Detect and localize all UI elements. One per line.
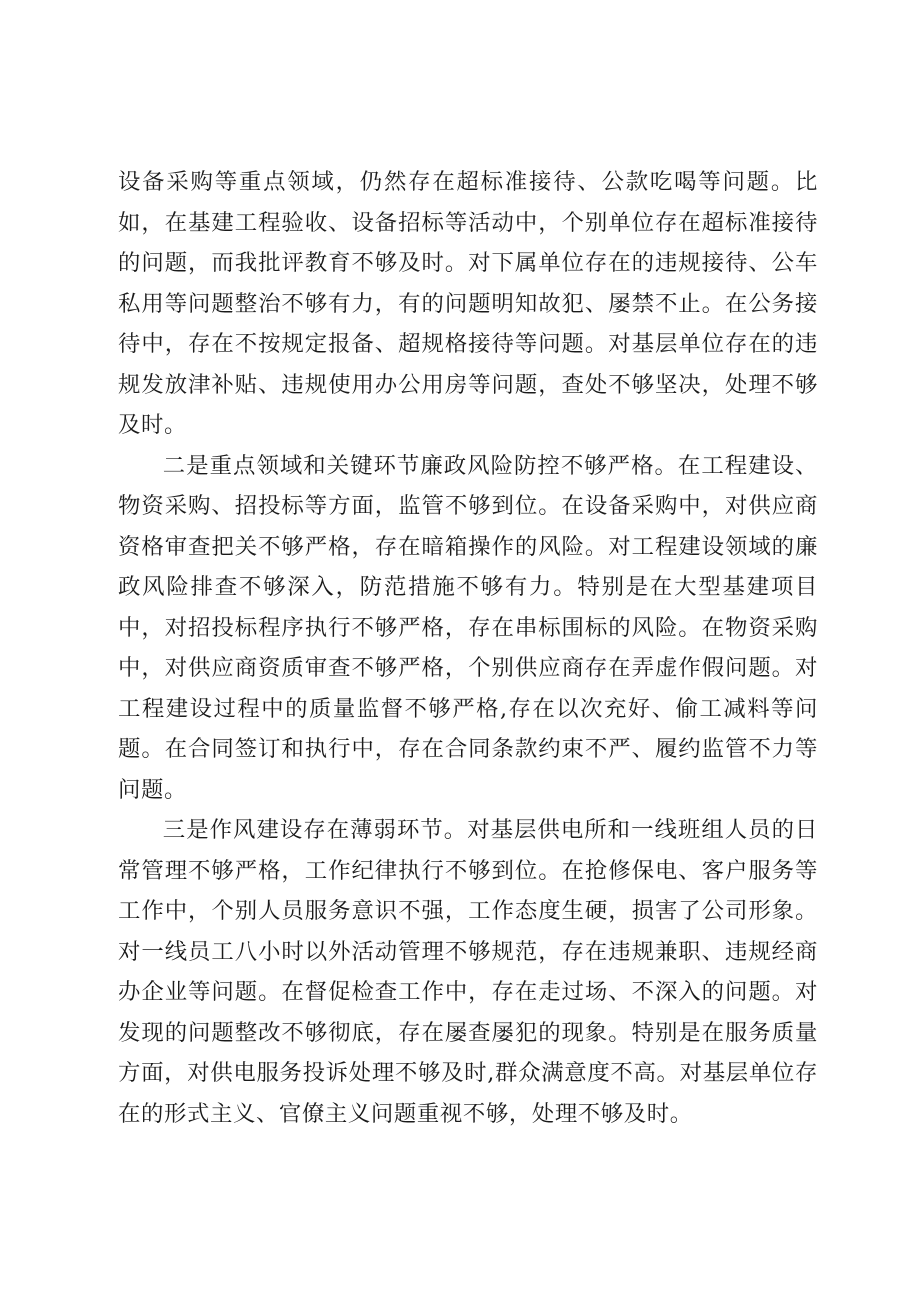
paragraph-continuation: 设备采购等重点领域，仍然存在超标准接待、公款吃喝等问题。比如，在基建工程验收、设备招标等活动中，个别单位存在超标准接待的问题，而我批评教育不够及时。对下属单位存在的违规接待、公车私用等问题整治不够有力，有的问题明知故犯、屡禁不止。在公务接待中，存在不按规定报备、超规格接待等问题。对基层单位存在的违规发放津补贴、违规使用办公用房等问题，查处不够坚决，处理不够及时。: [118, 169, 818, 438]
paragraph-point-three: 三是作风建设存在薄弱环节。对基层供电所和一线班组人员的日常管理不够严格，工作纪律执行不够到位。在抢修保电、客户服务等工作中，个别人员服务意识不强，工作态度生硬，损害了公司形象。对一线员工八小时以外活动管理不够规范，存在违规兼职、违规经商办企业等问题。在督促检查工作中，存在走过场、不深入的问题。对发现的问题整改不够彻底，存在屡查屡犯的现象。特别是在服务质量方面，对供电服务投诉处理不够及时,群众满意度不高。对基层单位存在的形式主义、官僚主义问题重视不够，处理不够及时。: [118, 817, 818, 1127]
paragraph-point-two: 二是重点领域和关键环节廉政风险防控不够严格。在工程建设、物资采购、招投标等方面，监管不够到位。在设备采购中，对供应商资格审查把关不够严格，存在暗箱操作的风险。对工程建设领域的廉政风险排查不够深入，防范措施不够有力。特别是在大型基建项目中，对招投标程序执行不够严格，存在串标围标的风险。在物资采购中，对供应商资质审查不够严格，个别供应商存在弄虚作假问题。对工程建设过程中的质量监督不够严格,存在以次充好、偷工减料等问题。在合同签订和执行中，存在合同条款约束不严、履约监管不力等问题。: [118, 452, 818, 803]
document-body: [118, 162, 818, 1134]
